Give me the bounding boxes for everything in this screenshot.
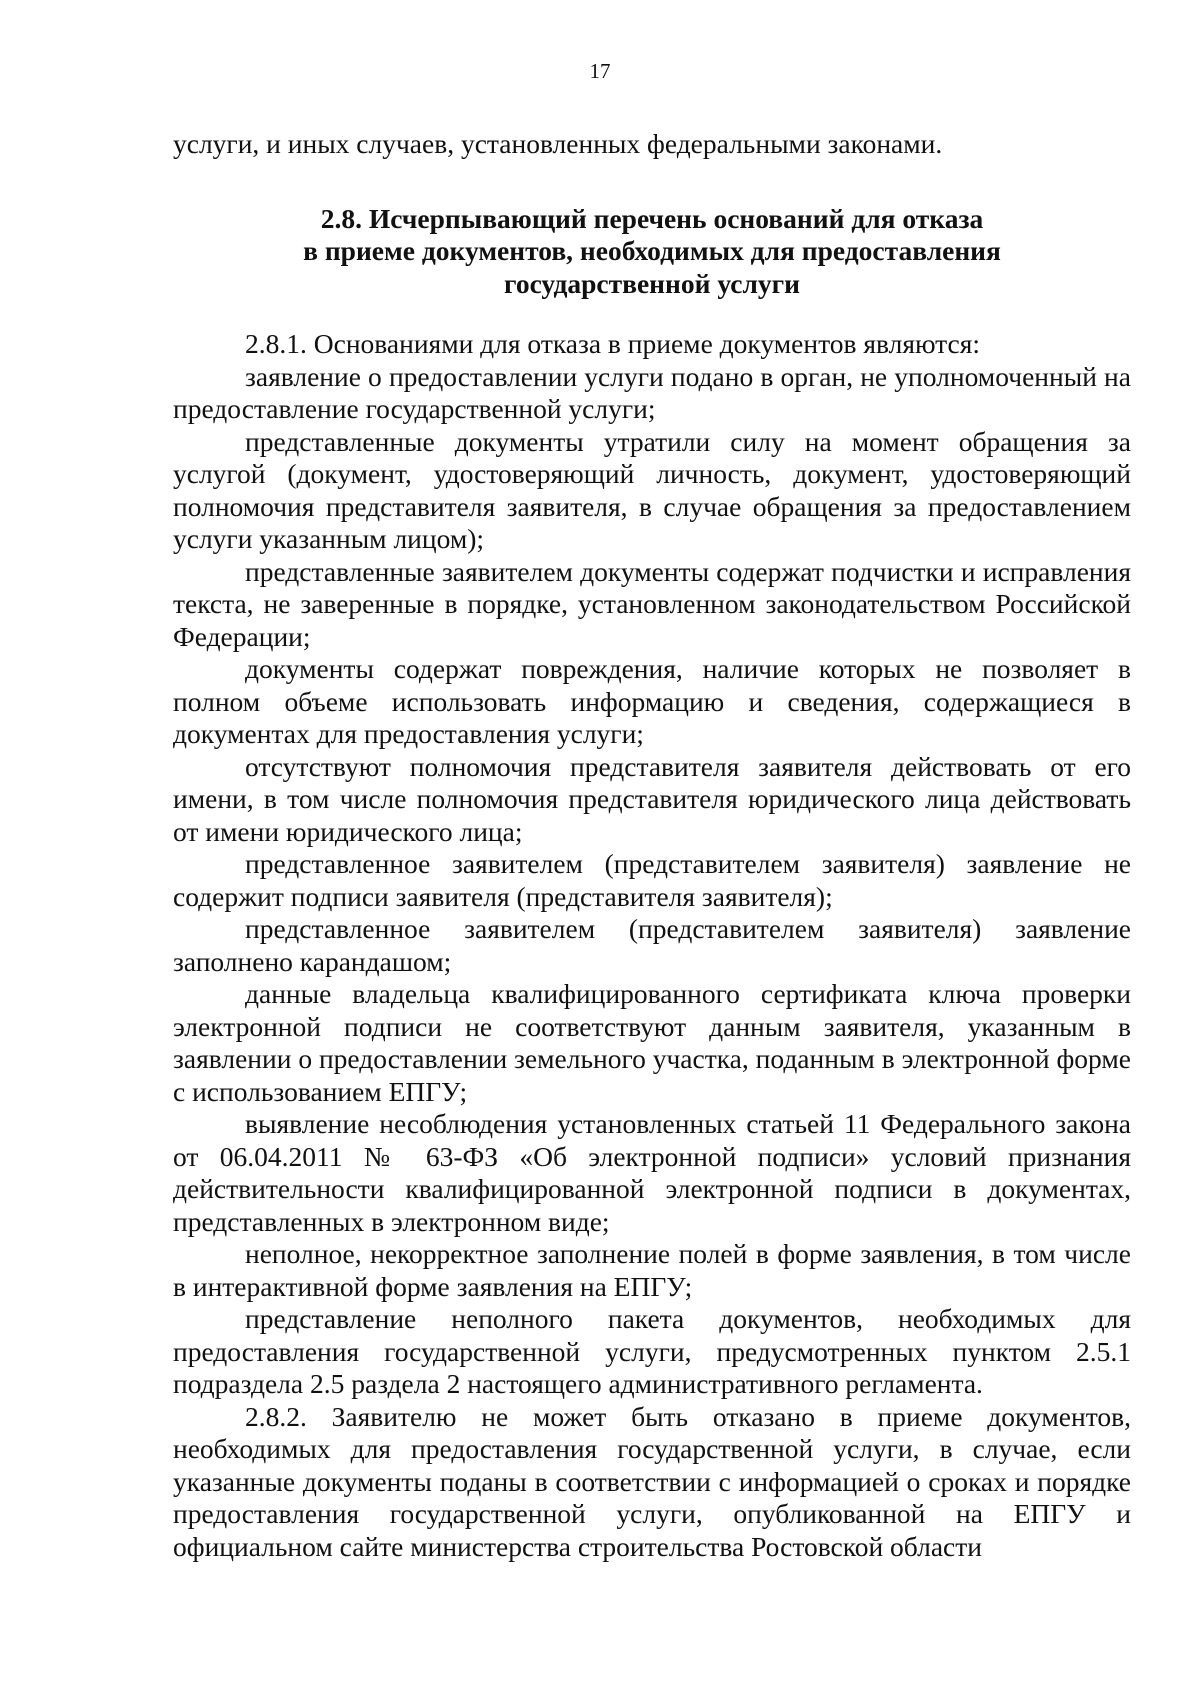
ground-damaged-documents: документы содержат повреждения, наличие которых не позволяет в полном объеме использовать информацию и сведения, содержащиеся в документах для предоставления услуги; xyxy=(173,653,1131,749)
paragraph-2-8-1: 2.8.1. Основаниями для отказа в приеме документов являются: xyxy=(245,328,981,359)
section-heading xyxy=(173,203,1131,301)
section-heading-line-3: государственной услуги xyxy=(504,267,800,299)
ground-no-authority: отсутствуют полномочия представителя заявителя действовать от его имени, в том числе полномочия представителя юридического лица действовать от имени юридического лица; xyxy=(173,750,1131,847)
ground-pencil: представленное заявителем (представителем заявителя) заявление заполнено карандашом; xyxy=(173,913,1131,977)
ground-incomplete-form: неполное, некорректное заполнение полей в форме заявления, в том числе в интерактивной форме заявления на ЕПГУ; xyxy=(173,1238,1131,1302)
ground-incomplete-package: представление неполного пакета документов, необходимых для предоставления государственной услуги, предусмотренных пунктом 2.5.1 подраздела 2.5 раздела 2 настоящего административного регламента. xyxy=(173,1303,1131,1399)
ground-expired-documents: представленные документы утратили силу на момент обращения за услугой (документ, удостоверяющий личность, документ, удостоверяющий полномочия представителя заявителя, в случае обращения за предоставлением услуги указанным лицом); xyxy=(173,425,1131,554)
ground-corrections: представленные заявителем документы содержат подчистки и исправления текста, не заверенные в порядке, установленном законодательством Российской Федерации; xyxy=(173,555,1131,652)
document-body xyxy=(173,128,1131,1563)
section-heading-line-2: в приеме документов, необходимых для предоставления xyxy=(303,235,1001,266)
page-number: 17 xyxy=(589,59,611,83)
continuation-paragraph: услуги, и иных случаев, установленных федеральными законами. xyxy=(173,128,943,159)
section-heading-line-1: 2.8. Исчерпывающий перечень оснований для отказа xyxy=(320,202,984,234)
ground-certificate-mismatch: данные владельца квалифицированного сертификата ключа проверки электронной подписи не соответствуют данным заявителя, указанным в заявлении о предоставлении земельного участка, поданным в электронной форме с использованием ЕПГУ; xyxy=(173,978,1131,1107)
ground-signature-invalid: выявление несоблюдения установленных статьей 11 Федерального закона от 06.04.2011 № 63-ФЗ «Об электронной подписи» условий признания действительности квалифицированной электронной подписи в документах, представленных в электронном виде; xyxy=(173,1108,1131,1237)
ground-wrong-authority: заявление о предоставлении услуги подано в орган, не уполномоченный на предоставление государственной услуги; xyxy=(173,360,1131,424)
paragraph-2-8-2: 2.8.2. Заявителю не может быть отказано в приеме документов, необходимых для предоставления государственной услуги, в случае, если указанные документы поданы в соответствии с информацией о сроках и порядке предоставления государственной услуги, опубликованной на ЕПГУ и официальном сайте министерства строительства Ростовской области xyxy=(173,1400,1131,1562)
ground-no-signature: представленное заявителем (представителем заявителя) заявление не содержит подписи заявителя (представителя заявителя); xyxy=(173,848,1131,912)
